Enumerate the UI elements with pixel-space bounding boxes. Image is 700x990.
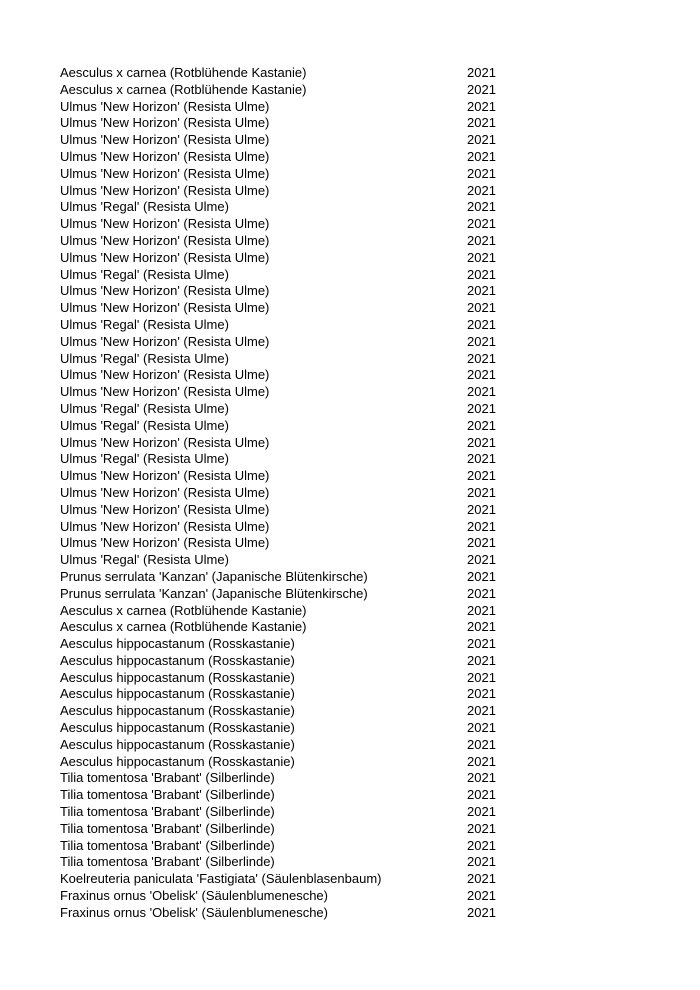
tree-species-name: Fraxinus ornus 'Obelisk' (Säulenblumenesche) bbox=[60, 888, 328, 904]
list-item bbox=[60, 166, 500, 183]
list-item bbox=[60, 149, 500, 166]
list-item bbox=[60, 552, 500, 569]
list-item bbox=[60, 586, 500, 603]
tree-species-name: Ulmus 'Regal' (Resista Ulme) bbox=[60, 316, 229, 332]
list-item bbox=[60, 418, 500, 435]
list-item bbox=[60, 703, 500, 720]
planting-year: 2021 bbox=[467, 619, 496, 635]
tree-species-name: Fraxinus ornus 'Obelisk' (Säulenblumenesche) bbox=[60, 904, 328, 920]
tree-species-name: Ulmus 'New Horizon' (Resista Ulme) bbox=[60, 384, 270, 400]
tree-species-name: Tilia tomentosa 'Brabant' (Silberlinde) bbox=[60, 787, 275, 803]
tree-species-name: Aesculus x carnea (Rotblühende Kastanie) bbox=[60, 65, 307, 80]
list-item bbox=[60, 82, 500, 99]
list-item bbox=[60, 485, 500, 502]
planting-year: 2021 bbox=[467, 568, 496, 584]
list-item bbox=[60, 787, 500, 804]
list-item bbox=[60, 569, 500, 586]
list-item bbox=[60, 854, 500, 871]
list-item bbox=[60, 468, 500, 485]
tree-species-name: Ulmus 'New Horizon' (Resista Ulme) bbox=[60, 232, 270, 248]
tree-species-name: Aesculus hippocastanum (Rosskastanie) bbox=[60, 636, 295, 652]
list-item bbox=[60, 888, 500, 905]
planting-year: 2021 bbox=[467, 686, 496, 702]
list-item bbox=[60, 603, 500, 620]
planting-year: 2021 bbox=[467, 81, 496, 97]
planting-year: 2021 bbox=[467, 468, 496, 484]
tree-species-name: Ulmus 'New Horizon' (Resista Ulme) bbox=[60, 300, 270, 316]
planting-year: 2021 bbox=[467, 199, 496, 215]
tree-planting-list bbox=[60, 65, 500, 922]
tree-species-name: Ulmus 'New Horizon' (Resista Ulme) bbox=[60, 367, 270, 383]
tree-species-name: Ulmus 'Regal' (Resista Ulme) bbox=[60, 417, 229, 433]
planting-year: 2021 bbox=[467, 501, 496, 517]
tree-species-name: Ulmus 'New Horizon' (Resista Ulme) bbox=[60, 434, 270, 450]
list-item bbox=[60, 132, 500, 149]
planting-year: 2021 bbox=[467, 132, 496, 148]
planting-year: 2021 bbox=[467, 417, 496, 433]
planting-year: 2021 bbox=[467, 535, 496, 551]
planting-year: 2021 bbox=[467, 837, 496, 853]
planting-year: 2021 bbox=[467, 182, 496, 198]
tree-species-name: Aesculus hippocastanum (Rosskastanie) bbox=[60, 703, 295, 719]
list-item bbox=[60, 216, 500, 233]
tree-species-name: Ulmus 'New Horizon' (Resista Ulme) bbox=[60, 501, 270, 517]
list-item bbox=[60, 535, 500, 552]
planting-year: 2021 bbox=[467, 98, 496, 114]
list-item bbox=[60, 99, 500, 116]
tree-species-name: Tilia tomentosa 'Brabant' (Silberlinde) bbox=[60, 837, 275, 853]
planting-year: 2021 bbox=[467, 350, 496, 366]
list-item bbox=[60, 115, 500, 132]
list-item bbox=[60, 317, 500, 334]
list-item bbox=[60, 502, 500, 519]
planting-year: 2021 bbox=[467, 266, 496, 282]
planting-year: 2021 bbox=[467, 451, 496, 467]
planting-year: 2021 bbox=[467, 65, 496, 80]
list-item bbox=[60, 183, 500, 200]
planting-year: 2021 bbox=[467, 804, 496, 820]
planting-year: 2021 bbox=[467, 115, 496, 131]
planting-year: 2021 bbox=[467, 367, 496, 383]
tree-species-name: Ulmus 'Regal' (Resista Ulme) bbox=[60, 266, 229, 282]
tree-species-name: Aesculus hippocastanum (Rosskastanie) bbox=[60, 753, 295, 769]
planting-year: 2021 bbox=[467, 232, 496, 248]
list-item bbox=[60, 686, 500, 703]
planting-year: 2021 bbox=[467, 602, 496, 618]
list-item bbox=[60, 905, 500, 922]
tree-species-name: Ulmus 'New Horizon' (Resista Ulme) bbox=[60, 132, 270, 148]
planting-year: 2021 bbox=[467, 636, 496, 652]
list-item bbox=[60, 871, 500, 888]
tree-species-name: Ulmus 'New Horizon' (Resista Ulme) bbox=[60, 98, 270, 114]
tree-species-name: Aesculus hippocastanum (Rosskastanie) bbox=[60, 686, 295, 702]
planting-year: 2021 bbox=[467, 770, 496, 786]
list-item bbox=[60, 838, 500, 855]
list-item bbox=[60, 670, 500, 687]
tree-species-name: Aesculus hippocastanum (Rosskastanie) bbox=[60, 736, 295, 752]
list-item bbox=[60, 199, 500, 216]
planting-year: 2021 bbox=[467, 703, 496, 719]
tree-species-name: Ulmus 'Regal' (Resista Ulme) bbox=[60, 199, 229, 215]
tree-species-name: Aesculus x carnea (Rotblühende Kastanie) bbox=[60, 81, 307, 97]
planting-year: 2021 bbox=[467, 434, 496, 450]
tree-species-name: Ulmus 'New Horizon' (Resista Ulme) bbox=[60, 468, 270, 484]
list-item bbox=[60, 367, 500, 384]
list-item bbox=[60, 451, 500, 468]
tree-species-name: Ulmus 'New Horizon' (Resista Ulme) bbox=[60, 535, 270, 551]
list-item bbox=[60, 720, 500, 737]
list-item bbox=[60, 250, 500, 267]
planting-year: 2021 bbox=[467, 484, 496, 500]
list-item bbox=[60, 435, 500, 452]
planting-year: 2021 bbox=[467, 148, 496, 164]
tree-species-name: Prunus serrulata 'Kanzan' (Japanische Blütenkirsche) bbox=[60, 568, 368, 584]
list-item bbox=[60, 300, 500, 317]
tree-species-name: Tilia tomentosa 'Brabant' (Silberlinde) bbox=[60, 804, 275, 820]
tree-species-name: Koelreuteria paniculata 'Fastigiata' (Säulenblasenbaum) bbox=[60, 871, 382, 887]
tree-species-name: Ulmus 'New Horizon' (Resista Ulme) bbox=[60, 182, 270, 198]
list-item bbox=[60, 821, 500, 838]
list-item bbox=[60, 770, 500, 787]
list-item bbox=[60, 351, 500, 368]
planting-year: 2021 bbox=[467, 333, 496, 349]
tree-species-name: Aesculus x carnea (Rotblühende Kastanie) bbox=[60, 602, 307, 618]
planting-year: 2021 bbox=[467, 854, 496, 870]
planting-year: 2021 bbox=[467, 216, 496, 232]
list-item bbox=[60, 401, 500, 418]
tree-species-name: Ulmus 'Regal' (Resista Ulme) bbox=[60, 350, 229, 366]
list-item bbox=[60, 636, 500, 653]
tree-species-name: Aesculus x carnea (Rotblühende Kastanie) bbox=[60, 619, 307, 635]
tree-species-name: Tilia tomentosa 'Brabant' (Silberlinde) bbox=[60, 820, 275, 836]
planting-year: 2021 bbox=[467, 871, 496, 887]
list-item bbox=[60, 233, 500, 250]
planting-year: 2021 bbox=[467, 585, 496, 601]
planting-year: 2021 bbox=[467, 384, 496, 400]
list-item bbox=[60, 754, 500, 771]
tree-species-name: Ulmus 'New Horizon' (Resista Ulme) bbox=[60, 333, 270, 349]
planting-year: 2021 bbox=[467, 753, 496, 769]
planting-year: 2021 bbox=[467, 787, 496, 803]
list-item bbox=[60, 653, 500, 670]
tree-species-name: Ulmus 'New Horizon' (Resista Ulme) bbox=[60, 216, 270, 232]
list-item bbox=[60, 519, 500, 536]
planting-year: 2021 bbox=[467, 283, 496, 299]
tree-species-name: Ulmus 'Regal' (Resista Ulme) bbox=[60, 552, 229, 568]
tree-species-name: Ulmus 'New Horizon' (Resista Ulme) bbox=[60, 484, 270, 500]
tree-species-name: Aesculus hippocastanum (Rosskastanie) bbox=[60, 669, 295, 685]
list-item bbox=[60, 384, 500, 401]
tree-species-name: Ulmus 'New Horizon' (Resista Ulme) bbox=[60, 165, 270, 181]
planting-year: 2021 bbox=[467, 720, 496, 736]
planting-year: 2021 bbox=[467, 904, 496, 920]
planting-year: 2021 bbox=[467, 249, 496, 265]
list-item bbox=[60, 619, 500, 636]
tree-species-name: Ulmus 'New Horizon' (Resista Ulme) bbox=[60, 518, 270, 534]
planting-year: 2021 bbox=[467, 300, 496, 316]
planting-year: 2021 bbox=[467, 669, 496, 685]
tree-species-name: Aesculus hippocastanum (Rosskastanie) bbox=[60, 652, 295, 668]
tree-species-name: Tilia tomentosa 'Brabant' (Silberlinde) bbox=[60, 854, 275, 870]
tree-species-name: Prunus serrulata 'Kanzan' (Japanische Blütenkirsche) bbox=[60, 585, 368, 601]
tree-species-name: Ulmus 'New Horizon' (Resista Ulme) bbox=[60, 148, 270, 164]
list-item bbox=[60, 283, 500, 300]
tree-species-name: Ulmus 'New Horizon' (Resista Ulme) bbox=[60, 283, 270, 299]
list-item bbox=[60, 804, 500, 821]
planting-year: 2021 bbox=[467, 820, 496, 836]
tree-species-name: Ulmus 'Regal' (Resista Ulme) bbox=[60, 400, 229, 416]
planting-year: 2021 bbox=[467, 652, 496, 668]
tree-species-name: Tilia tomentosa 'Brabant' (Silberlinde) bbox=[60, 770, 275, 786]
list-item bbox=[60, 737, 500, 754]
tree-species-name: Ulmus 'New Horizon' (Resista Ulme) bbox=[60, 249, 270, 265]
planting-year: 2021 bbox=[467, 400, 496, 416]
list-item bbox=[60, 267, 500, 284]
planting-year: 2021 bbox=[467, 736, 496, 752]
planting-year: 2021 bbox=[467, 888, 496, 904]
tree-species-name: Ulmus 'New Horizon' (Resista Ulme) bbox=[60, 115, 270, 131]
planting-year: 2021 bbox=[467, 316, 496, 332]
planting-year: 2021 bbox=[467, 552, 496, 568]
planting-year: 2021 bbox=[467, 518, 496, 534]
tree-species-name: Ulmus 'Regal' (Resista Ulme) bbox=[60, 451, 229, 467]
planting-year: 2021 bbox=[467, 165, 496, 181]
tree-species-name: Aesculus hippocastanum (Rosskastanie) bbox=[60, 720, 295, 736]
list-item bbox=[60, 65, 500, 82]
list-item bbox=[60, 334, 500, 351]
